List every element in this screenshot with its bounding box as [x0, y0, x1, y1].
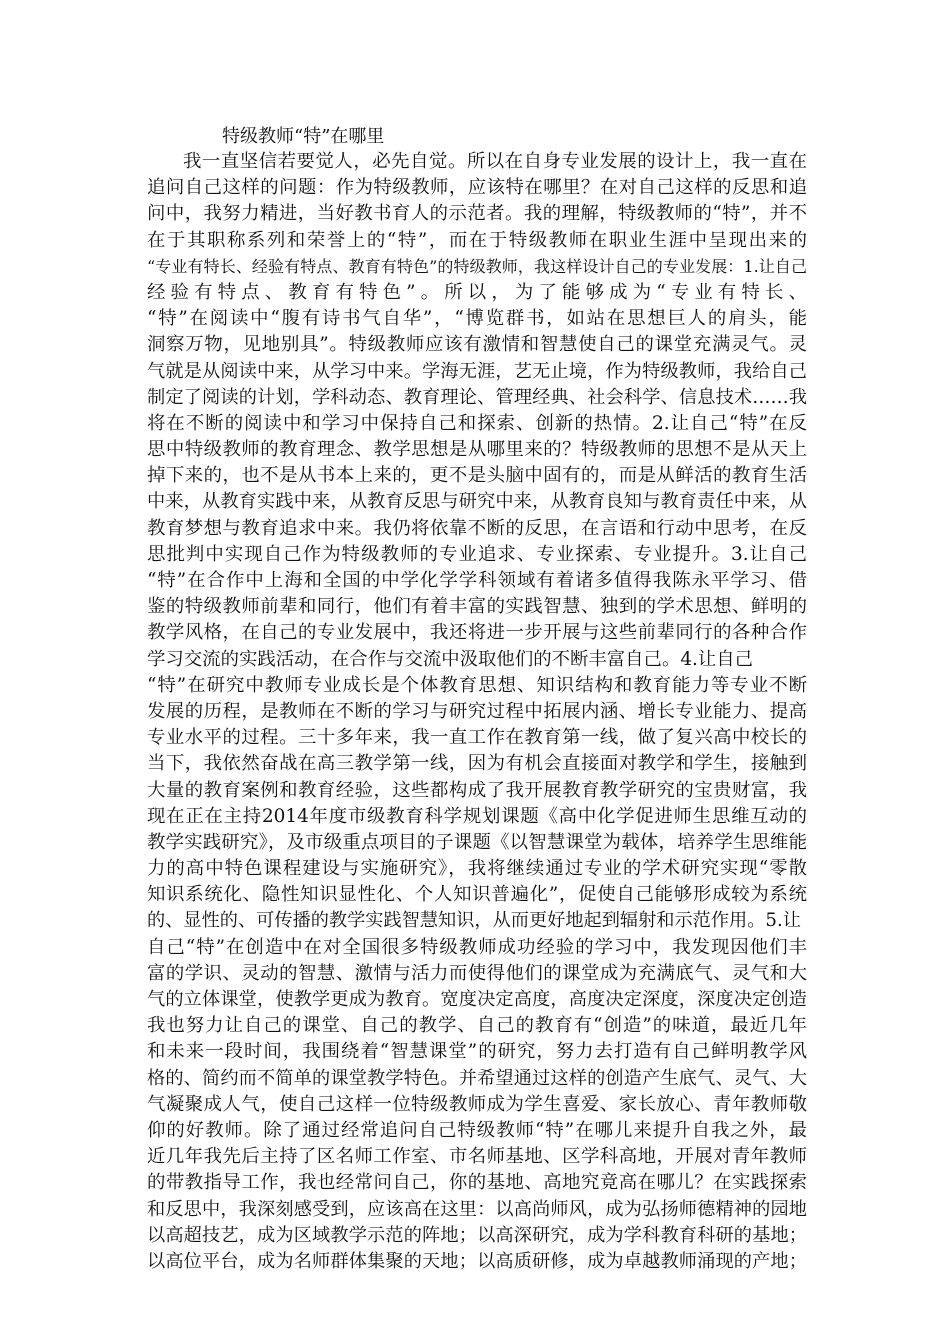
body-line: 自己“特”在创造中在对全国很多特级教师成功经验的学习中，我发现因他们丰: [147, 936, 807, 958]
body-line: 大量的教育案例和教育经验，这些都构成了我开展教育教学研究的宝贵财富，我: [147, 779, 807, 801]
body-line: 气的立体课堂，使教学更成为教育。宽度决定高度，高度决定深度，深度决定创造: [147, 989, 807, 1010]
body-line: 掉下来的，也不是从书本上来的，更不是头脑中固有的，而是从鲜活的教育生活: [147, 465, 807, 487]
body-line: 教育梦想与教育追求中来。我仍将依靠不断的反思，在言语和行动中思考，在反: [147, 517, 807, 539]
body-line: 经验有特点、教育有特色”。所以，为了能够成为“专业有特长、: [147, 281, 807, 303]
body-line: 追问自己这样的问题：作为特级教师，应该特在哪里？在对自己这样的反思和追: [147, 177, 807, 199]
body-line: 近几年我先后主持了区名师工作室、市名师基地、区学科高地，开展对青年教师: [147, 1146, 807, 1168]
body-line: 的带教指导工作，我也经常问自己，你的基地、高地究竟高在哪儿？在实践探索: [147, 1172, 807, 1194]
body-line: “特”在合作中上海和全国的中学化学学科领域有着诸多值得我陈永平学习、借: [147, 570, 807, 591]
body-line: 洞察万物，见地别具”。特级教师应该有激情和智慧使自己的课堂充满灵气。灵: [147, 334, 807, 356]
body-line: 知识系统化、隐性知识显性化、个人知识普遍化”，促使自己能够形成较为系统: [147, 884, 807, 906]
body-line: 我一直坚信若要觉人，必先自觉。所以在自身专业发展的设计上，我一直在: [183, 151, 807, 172]
body-line: 教学实践研究》，及市级重点项目的子课题《以智慧课堂为载体，培养学生思维能: [147, 831, 807, 853]
body-line: 气凝聚成人气，使自己这样一位特级教师成为学生喜爱、家长放心、青年教师敬: [147, 1093, 807, 1115]
body-line: 制定了阅读的计划，学科动态、教育理论、管理经典、社会科学、信息技术……我: [147, 386, 807, 408]
body-line: 和反思中，我深刻感受到，应该高在这里：以高尚师风，成为弘扬师德精神的园地: [147, 1198, 807, 1220]
body-line: 仰的好教师。除了通过经常追问自己特级教师“特”在哪儿来提升自我之外，最: [147, 1119, 807, 1141]
body-line: 力的高中特色课程建设与实施研究》，我将继续通过专业的学术研究实现“零散: [147, 858, 807, 880]
body-line: 问中，我努力精进，当好教书育人的示范者。我的理解，特级教师的“特”，并不: [147, 203, 807, 225]
body-line: 中来，从教育实践中来，从教育反思与研究中来，从教育良知与教育责任中来，从: [147, 491, 807, 513]
body-line: “特”在研究中教师专业成长是个体教育思想、知识结构和教育能力等专业不断: [147, 674, 807, 696]
body-line: 和未来一段时间，我围绕着“智慧课堂”的研究，努力去打造有自己鲜明教学风: [147, 1041, 807, 1063]
body-line: 的、显性的、可传播的教学实践智慧知识，从而更好地起到辐射和示范作用。5.让: [147, 910, 801, 932]
body-line: 思批判中实现自己作为特级教师的专业追求、专业探索、专业提升。3.让自己: [147, 543, 807, 565]
body-line: 以高位平台，成为名师群体集聚的天地；以高质研修，成为卓越教师涌现的产地；: [147, 1250, 807, 1272]
body-line: 气就是从阅读中来，从学习中来。学海无涯，艺无止境，作为特级教师，我给自己: [147, 360, 807, 382]
body-line: 将在不断的阅读中和学习中保持自己和探索、创新的热情。2.让自己“特”在反: [147, 412, 807, 434]
body-line: 专业水平的过程。三十多年来，我一直工作在教育第一线，做了复兴高中校长的: [147, 727, 807, 749]
body-line: 在于其职称系列和荣誉上的“特”，而在于特级教师在职业生涯中呈现出来的: [147, 229, 807, 251]
body-line: “专业有特长、经验有特点、教育有特色”的特级教师，我这样设计自己的专业发展：1.让自己: [147, 256, 807, 276]
body-line: 现在正在主持2014年度市级教育科学规划课题《高中化学促进师生思维互动的: [147, 805, 807, 827]
body-line: 以高超技艺，成为区域教学示范的阵地；以高深研究，成为学科教育科研的基地；: [147, 1224, 807, 1246]
body-line: 发展的历程，是教师在不断的学习与研究过程中拓展内涵、增长专业能力、提高: [147, 700, 807, 722]
body-line: 我也努力让自己的课堂、自己的教学、自己的教育有“创造”的味道，最近几年: [147, 1015, 807, 1037]
body-line: 教学风格，在自己的专业发展中，我还将进一步开展与这些前辈同行的各种合作: [147, 622, 807, 644]
body-line: 富的学识、灵动的智慧、激情与活力而使得他们的课堂成为充满底气、灵气和大: [147, 962, 807, 984]
document-title: 特级教师“特”在哪里: [222, 126, 385, 147]
body-line: 学习交流的实践活动，在合作与交流中汲取他们的不断丰富自己。4.让自己: [147, 648, 754, 670]
body-line: 格的、简约而不简单的课堂教学特色。并希望通过这样的创造产生底气、灵气、大: [147, 1067, 807, 1089]
body-line: 思中特级教师的教育理念、教学思想是从哪里来的？特级教师的思想不是从天上: [147, 439, 807, 461]
document-body: [147, 149, 807, 1275]
body-line: 当下，我依然奋战在高三教学第一线，因为有机会直接面对教学和学生，接触到: [147, 753, 807, 775]
body-line: 鉴的特级教师前辈和同行，他们有着丰富的实践智慧、独到的学术思想、鲜明的: [147, 596, 807, 618]
body-line: “特”在阅读中“腹有诗书气自华”，“博览群书，如站在思想巨人的肩头，能: [147, 308, 807, 330]
